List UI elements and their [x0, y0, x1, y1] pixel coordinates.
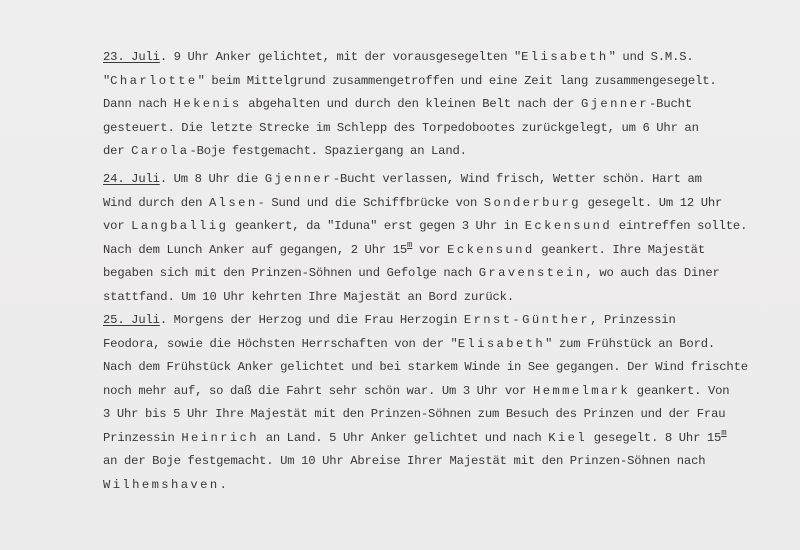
text-line: 23. Juli. 9 Uhr Anker gelichtet, mit der vorausgesegelten "Elisabeth" und S.M.S.: [103, 50, 694, 64]
diary-entry-25-juli: [103, 309, 748, 497]
text-line: Prinzessin Heinrich an Land. 5 Uhr Anker gelichtet und nach Kiel gesegelt. 8 Uhr 15$^m$: [103, 427, 727, 445]
diary-entry-24-juli: [103, 168, 748, 309]
text-line: 25. Juli. Morgens der Herzog und die Frau Herzogin Ernst-Günther, Prinzessin: [103, 313, 676, 327]
text-line: 24. Juli. Um 8 Uhr die Gjenner-Bucht verlassen, Wind frisch, Wetter schön. Hart am: [103, 172, 702, 186]
text-line: noch mehr auf, so daß die Fahrt sehr schön war. Um 3 Uhr vor Hemmelmark geankert. Von: [103, 383, 730, 398]
diary-entry-23-juli: [103, 46, 717, 164]
text-line: gesteuert. Die letzte Strecke im Schlepp des Torpedobootes zurückgelegt, um 6 Uhr an: [103, 120, 699, 135]
text-line: an der Boje festgemacht. Um 10 Uhr Abreise Ihrer Majestät mit den Prinzen-Söhnen nach: [103, 454, 706, 468]
entry-date: 23. Juli: [103, 50, 160, 64]
text-line: stattfand. Um 10 Uhr kehrten Ihre Majestät an Bord zurück.: [103, 289, 514, 304]
text-line: Wind durch den Alsen- Sund und die Schiffbrücke von Sonderburg gesegelt. Um 12 Uhr: [103, 195, 723, 210]
minute-superscript: m: [407, 239, 413, 250]
text-line: Wilhemshaven.: [103, 477, 227, 492]
text-line: "Charlotte" beim Mittelgrund zusammengetroffen und eine Zeit lang zusammengesegelt.: [103, 73, 717, 88]
entry-date: 25. Juli: [103, 313, 160, 327]
text-line: begaben sich mit den Prinzen-Söhnen und Gefolge nach Gravenstein, wo auch das Diner: [103, 266, 720, 280]
text-line: der Carola-Boje festgemacht. Spaziergang an Land.: [103, 144, 467, 158]
text-line: Feodora, sowie die Höchsten Herrschaften von der "Elisabeth" zum Frühstück an Bord.: [103, 336, 716, 351]
text-line: 3 Uhr bis 5 Uhr Ihre Majestät mit den Prinzen-Söhnen zum Besuch des Prinzen und der Frau: [103, 407, 726, 421]
text-line: vor Langballig geankert, da "Iduna" erst gegen 3 Uhr in Eckensund eintreffen sollte.: [103, 219, 748, 233]
minute-superscript: m: [721, 427, 727, 438]
text-line: Nach dem Lunch Anker auf gegangen, 2 Uhr 15$^m$ vor Eckensund geankert. Ihre Majestät: [103, 239, 706, 257]
text-line: Dann nach Hekenis abgehalten und durch den kleinen Belt nach der Gjenner-Bucht: [103, 97, 692, 111]
entry-date: 24. Juli: [103, 172, 160, 186]
text-line: Nach dem Frühstück Anker gelichtet und bei starkem Winde in See gegangen. Der Wind frischte: [103, 360, 748, 374]
